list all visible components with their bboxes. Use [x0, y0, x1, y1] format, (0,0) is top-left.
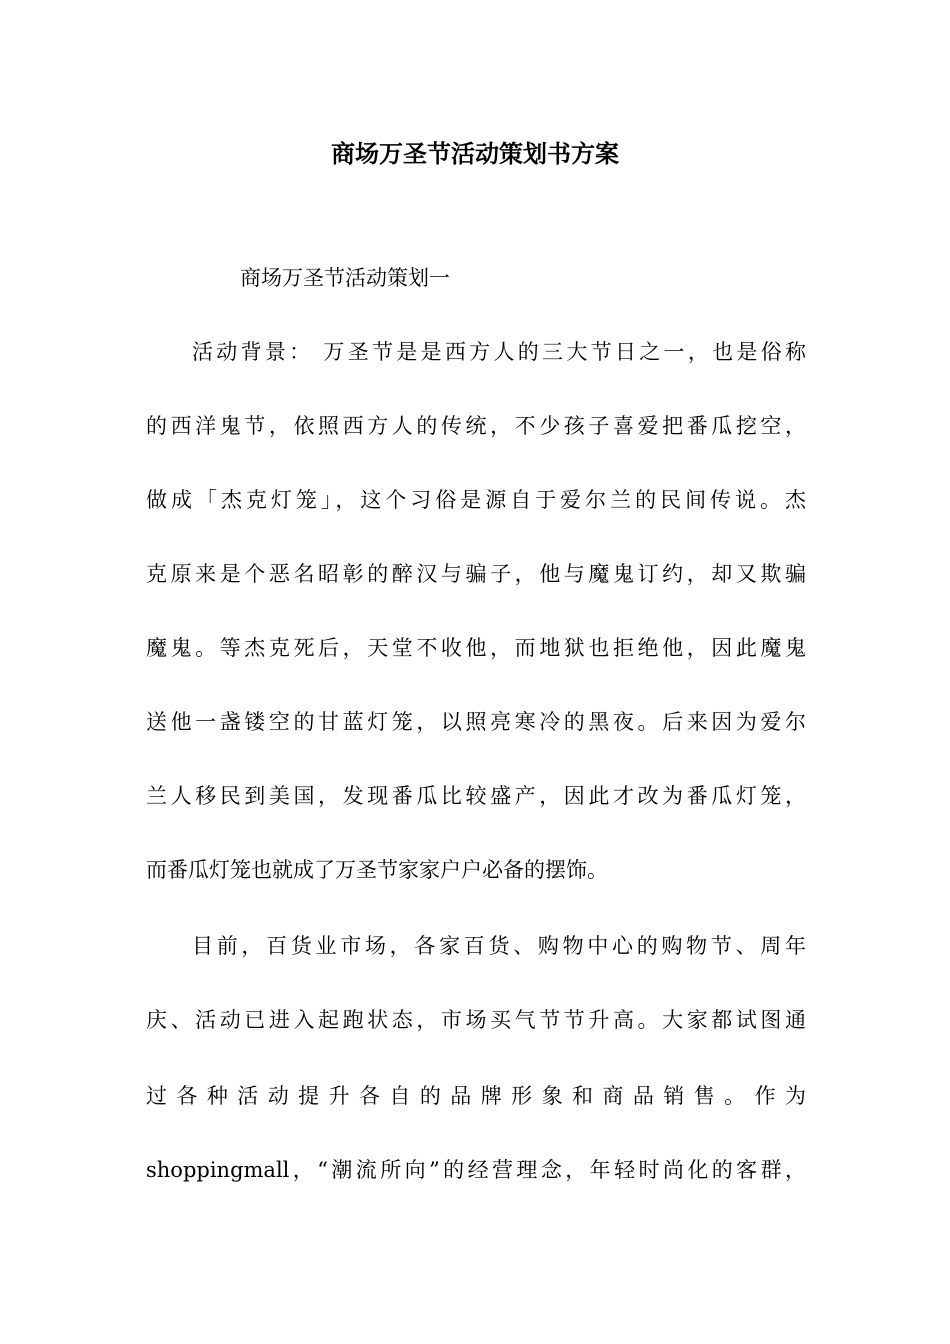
paragraph-line: shoppingmall，“潮流所向”的经营理念，年轻时尚化的客群，	[146, 1158, 806, 1182]
paragraph-line: 庆、活动已进入起跑状态，市场买气节节升高。大家都试图通	[146, 1008, 806, 1032]
section-heading: 商场万圣节活动策划一	[240, 266, 450, 290]
paragraph-line: 克原来是个恶名昭彰的醉汉与骗子，他与魔鬼订约，却又欺骗	[146, 562, 806, 586]
paragraph-line: 而番瓜灯笼也就成了万圣节家家户户必备的摆饰。	[146, 858, 608, 882]
paragraph-line: 目前，百货业市场，各家百货、购物中心的购物节、周年	[192, 934, 806, 958]
paragraph-line: 做成「杰克灯笼」，这个习俗是源自于爱尔兰的民间传说。杰	[146, 488, 806, 512]
paragraph-line: 兰人移民到美国，发现番瓜比较盛产，因此才改为番瓜灯笼，	[146, 784, 806, 808]
paragraph-line: 的西洋鬼节，依照西方人的传统，不少孩子喜爱把番瓜挖空，	[146, 414, 806, 438]
document-title: 商场万圣节活动策划书方案	[331, 139, 619, 168]
paragraph-line: 活动背景： 万圣节是是西方人的三大节日之一，也是俗称	[192, 340, 806, 364]
paragraph-line: 过各种活动提升各自的品牌形象和商品销售。作为	[146, 1084, 806, 1108]
paragraph-line: 送他一盏镂空的甘蓝灯笼，以照亮寒冷的黑夜。后来因为爱尔	[146, 710, 806, 734]
paragraph-line: 魔鬼。等杰克死后，天堂不收他，而地狱也拒绝他，因此魔鬼	[146, 636, 806, 660]
